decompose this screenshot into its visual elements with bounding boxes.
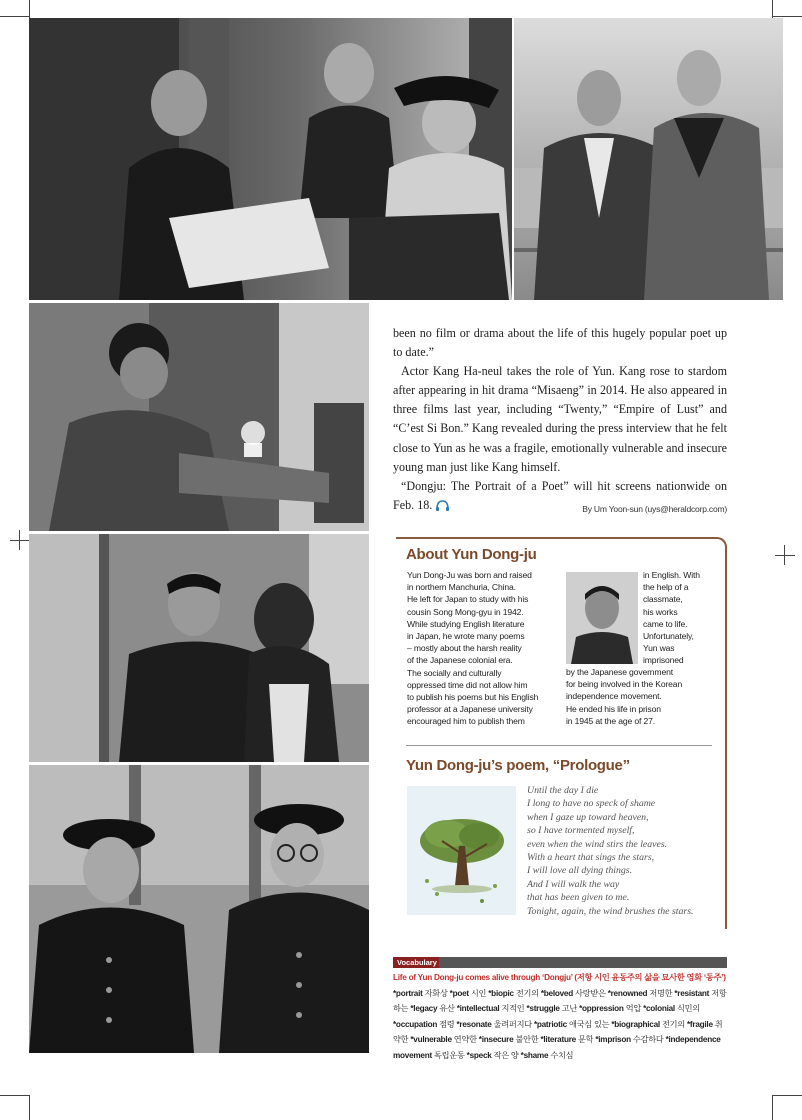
vocab-term: *shame xyxy=(520,1050,549,1060)
poem-line: Until the day I die xyxy=(527,785,599,796)
vocab-term: *speck xyxy=(466,1050,492,1060)
bio-line: encouraged him to publish them xyxy=(407,716,525,727)
vocab-term: *oppression xyxy=(579,1004,624,1013)
vocab-translation: 전기의 xyxy=(515,988,539,998)
bio-line: – mostly about the harsh reality xyxy=(407,643,522,654)
photo-two-men-waterfront xyxy=(514,18,783,300)
portrait-photo-yun xyxy=(566,572,638,664)
vocab-translation: 애국심 있는 xyxy=(568,1019,610,1029)
bio-line: in northern Manchuria, China. xyxy=(407,582,516,593)
vocab-translation: 연약한 xyxy=(453,1035,477,1044)
bio-line: Yun Dong-Ju was born and raised xyxy=(407,570,532,580)
bio-line: for being involved in the Korean xyxy=(566,679,683,690)
crop-mark xyxy=(29,1095,30,1120)
about-bio-bottom xyxy=(566,666,682,727)
vocab-term: *patriotic xyxy=(533,1019,567,1029)
poem-line: Tonight, again, the wind brushes the stars. xyxy=(527,905,694,917)
vocab-translation: 울려퍼지다 xyxy=(493,1019,532,1029)
crop-mark xyxy=(0,16,30,17)
article-paragraph-text: “Dongju: The Portrait of a Poet” will hit screens nationwide on Feb. 18. xyxy=(393,478,727,512)
byline: By Um Yoon-sun (uys@heraldcorp.com) xyxy=(582,503,727,514)
crop-mark xyxy=(0,1095,30,1096)
vocab-translation: 시인 xyxy=(470,988,487,998)
poem-illustration-tree xyxy=(407,786,516,915)
bio-line: He left for Japan to study with his xyxy=(407,594,529,605)
registration-mark xyxy=(775,555,795,556)
crop-mark xyxy=(29,0,30,18)
vocab-translation: 유산 xyxy=(439,1004,455,1013)
bio-line: classmate, xyxy=(643,594,683,605)
article-paragraph xyxy=(393,477,727,515)
vocabulary-bar xyxy=(393,957,727,968)
vocab-term: *renowned xyxy=(607,988,648,998)
vocab-translation: 자화상 xyxy=(424,988,448,998)
vocab-term: *portrait xyxy=(393,988,423,998)
vocab-translation: 수감하다 xyxy=(632,1035,664,1044)
vocab-translation: 고난 xyxy=(561,1004,578,1013)
vocab-term: *imprison xyxy=(595,1035,631,1044)
vocab-term: *biographical xyxy=(611,1019,660,1029)
vocab-translation: 작은 양 xyxy=(493,1050,519,1060)
vocab-term: *independence movement xyxy=(393,1035,721,1060)
poem-text xyxy=(527,784,693,918)
photo-man-woman-train xyxy=(29,534,369,762)
bio-line: professor at a Japanese university xyxy=(407,704,533,715)
vocabulary-label: Vocabulary xyxy=(393,957,439,968)
about-bio-left xyxy=(407,569,538,728)
registration-mark xyxy=(19,530,20,550)
crop-mark xyxy=(772,1095,802,1096)
vocab-term: *vulnerable xyxy=(410,1035,452,1044)
poem-line: so I have tormented myself, xyxy=(527,825,635,837)
vocab-translation: 식민의 xyxy=(676,1004,700,1013)
vocab-translation: 수치심 xyxy=(550,1050,574,1060)
photo-man-writing-candle xyxy=(29,303,369,531)
bio-line: his works xyxy=(643,606,678,617)
vocabulary-list xyxy=(393,970,727,1063)
vocab-translation: 지적인 xyxy=(501,1004,525,1013)
poem-line: And I will walk the way xyxy=(527,878,620,890)
vocab-term: *colonial xyxy=(643,1004,675,1013)
vocab-term: *beloved xyxy=(540,988,573,998)
vocab-translation: 취약한 xyxy=(393,1019,723,1044)
bio-line: independence movement. xyxy=(566,691,662,702)
crop-mark xyxy=(772,1095,773,1120)
bio-line: Unfortunately, xyxy=(643,631,694,642)
vocab-translation: 사랑받은 xyxy=(575,988,606,998)
bio-line: by the Japanese government xyxy=(566,667,673,677)
bio-line: came to life. xyxy=(643,618,688,629)
poem-line: even when the wind stirs the leaves. xyxy=(527,838,668,850)
poem-line: With a heart that sings the stars, xyxy=(527,852,655,864)
vocab-term: *legacy xyxy=(410,1004,438,1013)
bio-line: oppressed time did not allow him xyxy=(407,679,528,690)
vocab-translation: 독립운동 xyxy=(433,1050,465,1060)
poem-title: Yun Dong-ju’s poem, “Prologue” xyxy=(406,757,630,774)
bio-line: in 1945 at the age of 27. xyxy=(566,715,655,726)
bio-line: He ended his life in prison xyxy=(566,703,661,714)
vocab-translation: 저명한 xyxy=(649,988,673,998)
bio-line: Yun was xyxy=(643,643,675,654)
about-title: About Yun Dong-ju xyxy=(406,546,537,563)
poem-line: I will love all dying things. xyxy=(527,865,633,877)
registration-mark xyxy=(10,540,30,541)
bio-line: imprisoned xyxy=(643,655,684,666)
vocab-term: *occupation xyxy=(393,1019,438,1029)
bio-line: to publish his poems but his English xyxy=(407,692,539,703)
vocab-term: *intellectual xyxy=(456,1004,500,1013)
bio-line: the help of a xyxy=(643,582,689,593)
vocab-translation: 저항하는 xyxy=(393,988,727,1013)
registration-mark xyxy=(784,545,785,565)
vocab-term: *biopic xyxy=(488,988,514,998)
poem-line: when I gaze up toward heaven, xyxy=(527,811,649,823)
bio-line: of the Japanese colonial era. xyxy=(407,655,513,666)
vocab-term: *insecure xyxy=(478,1035,514,1044)
photo-two-students-caps xyxy=(29,765,369,1053)
bio-line: in Japan, he wrote many poems xyxy=(407,631,525,642)
vocab-term: *resonate xyxy=(456,1019,492,1029)
poem-line: that has been given to me. xyxy=(527,892,630,904)
article-paragraph: been no film or drama about the life of this hugely popular poet up to date.” xyxy=(393,326,727,360)
vocab-term: *literature xyxy=(540,1035,576,1044)
vocab-translation: 문학 xyxy=(577,1035,594,1044)
vocab-translation: 전기의 xyxy=(661,1019,685,1029)
article-paragraph: Actor Kang Ha-neul takes the role of Yun. Kang rose to stardom after appearing in hit drama “Misaeng” in 2014. He also appeared in three films last year, including “Twenty,” “Empire of Lust” and “C’est Si Bon.” Kang revealed during the press interview that he felt close to Yun as he was a fragile, emotionally vulnerable and insecure young man just like Kang himself. xyxy=(393,364,727,474)
vocab-translation: 불안한 xyxy=(515,1035,539,1044)
vocab-term: *resistant xyxy=(674,988,710,998)
headphones-icon xyxy=(435,500,450,511)
about-bio-right xyxy=(643,569,700,667)
vocab-term: *fragile xyxy=(687,1019,713,1029)
crop-mark xyxy=(772,16,802,17)
bio-line: in English. With xyxy=(643,570,700,580)
vocabulary-headline: Life of Yun Dong-ju comes alive through ‘Dongju’ (저항 시인 윤동주의 삶을 묘사한 영화 ‘동주’) xyxy=(393,973,726,982)
bio-line: The socially and culturally xyxy=(407,667,502,678)
vocab-term: *poet xyxy=(449,988,469,998)
vocab-translation: 억압 xyxy=(625,1004,642,1013)
vocab-term: *struggle xyxy=(526,1004,560,1013)
photo-three-men-desk xyxy=(29,18,512,300)
article-body xyxy=(393,324,727,519)
divider xyxy=(406,745,712,746)
crop-mark xyxy=(772,0,773,18)
bio-line: cousin Song Mong-gyu in 1942. xyxy=(407,606,524,617)
bio-line: While studying English literature xyxy=(407,618,525,629)
poem-line: I long to have no speck of shame xyxy=(527,798,656,810)
vocab-translation: 점령 xyxy=(439,1019,455,1029)
